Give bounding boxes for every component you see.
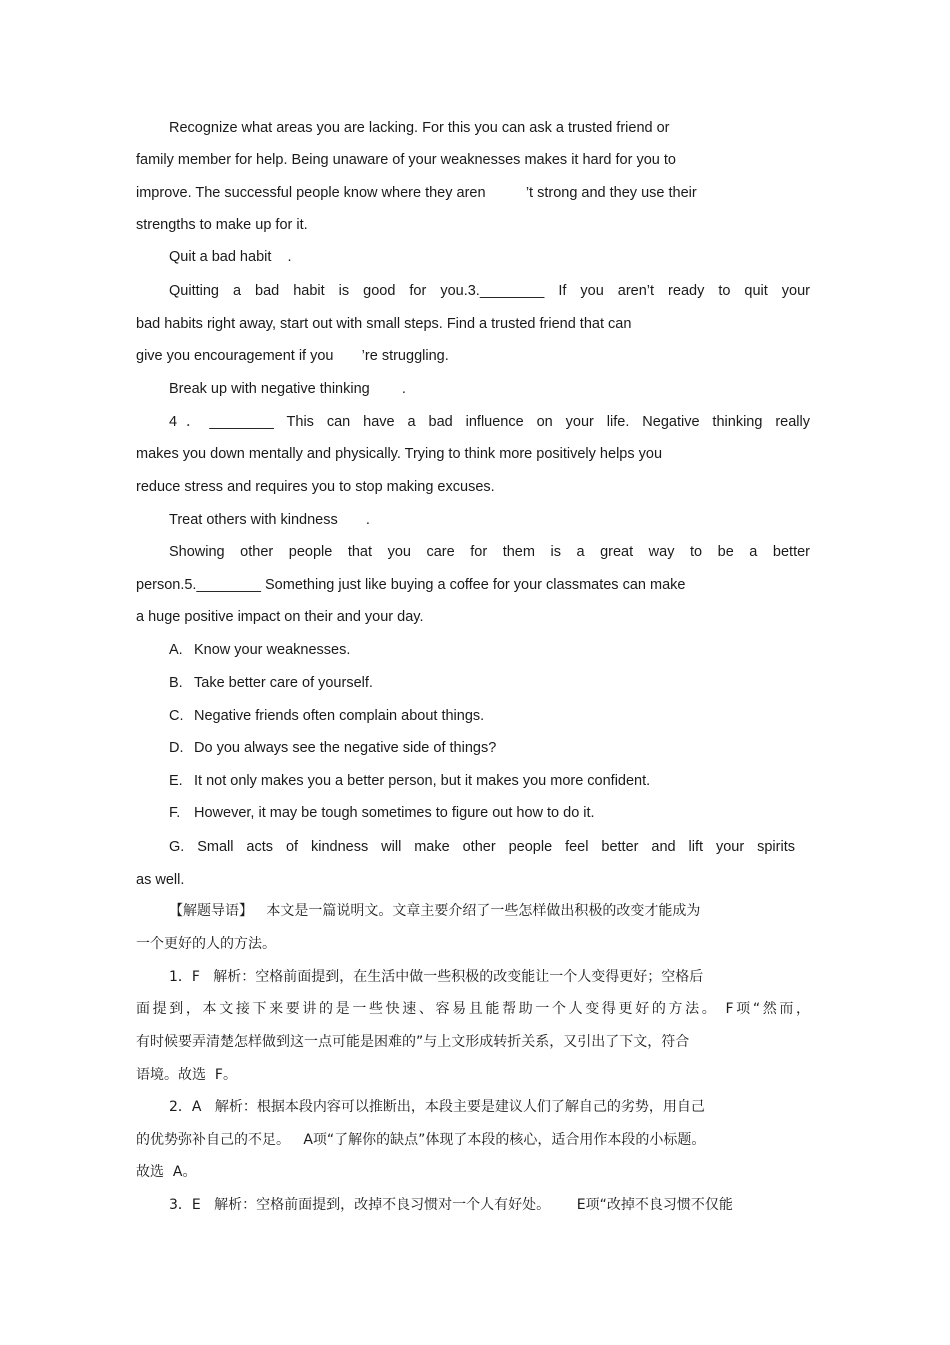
- answer-1-line: 有时候要弄清楚怎样做到这一点可能是困难的”与上文形成转折关系，又引出了下文，符合: [136, 1034, 690, 1050]
- option-text: Know your weaknesses.: [194, 642, 351, 658]
- answer-3-line: 3．E 解析：空格前面提到，改掉不良习惯对一个人有好处。 E项“改掉不良习惯不仅能: [169, 1197, 733, 1213]
- option-label: F.: [169, 805, 181, 821]
- guide-line: 一个更好的人的方法。: [136, 936, 276, 952]
- option-g: G. Small acts of kindness will make other people feel better and lift your spirits: [169, 839, 795, 855]
- answer-1-line: 面提到，本文接下来要讲的是一些快速、容易且能帮助一个人变得更好的方法。 F项“然而，: [136, 1001, 810, 1017]
- option-text: Negative friends often complain about things.: [194, 708, 485, 724]
- paragraph-line: a huge positive impact on their and your day.: [136, 609, 424, 625]
- answer-1-line: 语境。故选 F。: [136, 1067, 237, 1083]
- paragraph-line: family member for help. Being unaware of your weaknesses makes it hard for you to: [136, 152, 676, 168]
- option-d: [169, 738, 811, 758]
- option-text: However, it may be tough sometimes to figure out how to do it.: [194, 805, 595, 821]
- option-a: [169, 640, 811, 660]
- option-text: Take better care of yourself.: [194, 675, 373, 691]
- answer-2-line: 2．A 解析：根据本段内容可以推断出，本段主要是建议人们了解自己的劣势，用自己: [169, 1099, 705, 1115]
- option-label: A.: [169, 642, 183, 658]
- option-f: [169, 803, 811, 823]
- paragraph-line: makes you down mentally and physically. Trying to think more positively helps you: [136, 446, 663, 462]
- paragraph-line: strengths to make up for it.: [136, 217, 308, 233]
- paragraph-line: reduce stress and requires you to stop making excuses.: [136, 479, 495, 495]
- option-label: D.: [169, 740, 184, 756]
- option-text: Do you always see the negative side of things?: [194, 740, 497, 756]
- option-text: It not only makes you a better person, but it makes you more confident.: [194, 773, 651, 789]
- guide-line: 【解题导语】 本文是一篇说明文。文章主要介绍了一些怎样做出积极的改变才能成为: [169, 903, 701, 919]
- paragraph-line: Showing other people that you care for them is a great way to be a better: [169, 544, 810, 560]
- option-e: [169, 771, 811, 791]
- answer-2-line: 的优势弥补自己的不足。 A项“了解你的缺点”体现了本段的核心，适合用作本段的小标题。: [136, 1132, 706, 1148]
- paragraph-line: bad habits right away, start out with small steps. Find a trusted friend that can: [136, 316, 632, 332]
- paragraph-line: Quitting a bad habit is good for you.3.________ If you aren’t ready to quit your: [169, 283, 810, 299]
- paragraph-line: person.5.________ Something just like buying a coffee for your classmates can make: [136, 577, 686, 593]
- answer-1-line: 1．F 解析：空格前面提到，在生活中做一些积极的改变能让一个人变得更好；空格后: [169, 969, 704, 985]
- option-label: B.: [169, 675, 183, 691]
- paragraph-line: give you encouragement if you ’re struggling.: [136, 348, 449, 364]
- option-label: E.: [169, 773, 183, 789]
- paragraph-line: Recognize what areas you are lacking. For this you can ask a trusted friend or: [169, 120, 670, 136]
- paragraph-line: 4．________ This can have a bad influence on your life. Negative thinking really: [169, 414, 810, 430]
- paragraph-line: improve. The successful people know where they aren ’t strong and they use their: [136, 185, 697, 201]
- section-heading: Treat others with kindness .: [169, 512, 370, 528]
- option-b: [169, 673, 811, 693]
- section-heading: Quit a bad habit .: [169, 249, 292, 265]
- option-c: [169, 706, 811, 726]
- section-heading: Break up with negative thinking .: [169, 381, 406, 397]
- option-label: C.: [169, 708, 184, 724]
- option-g-continuation: as well.: [136, 872, 185, 888]
- answer-2-line: 故选 A。: [136, 1164, 197, 1180]
